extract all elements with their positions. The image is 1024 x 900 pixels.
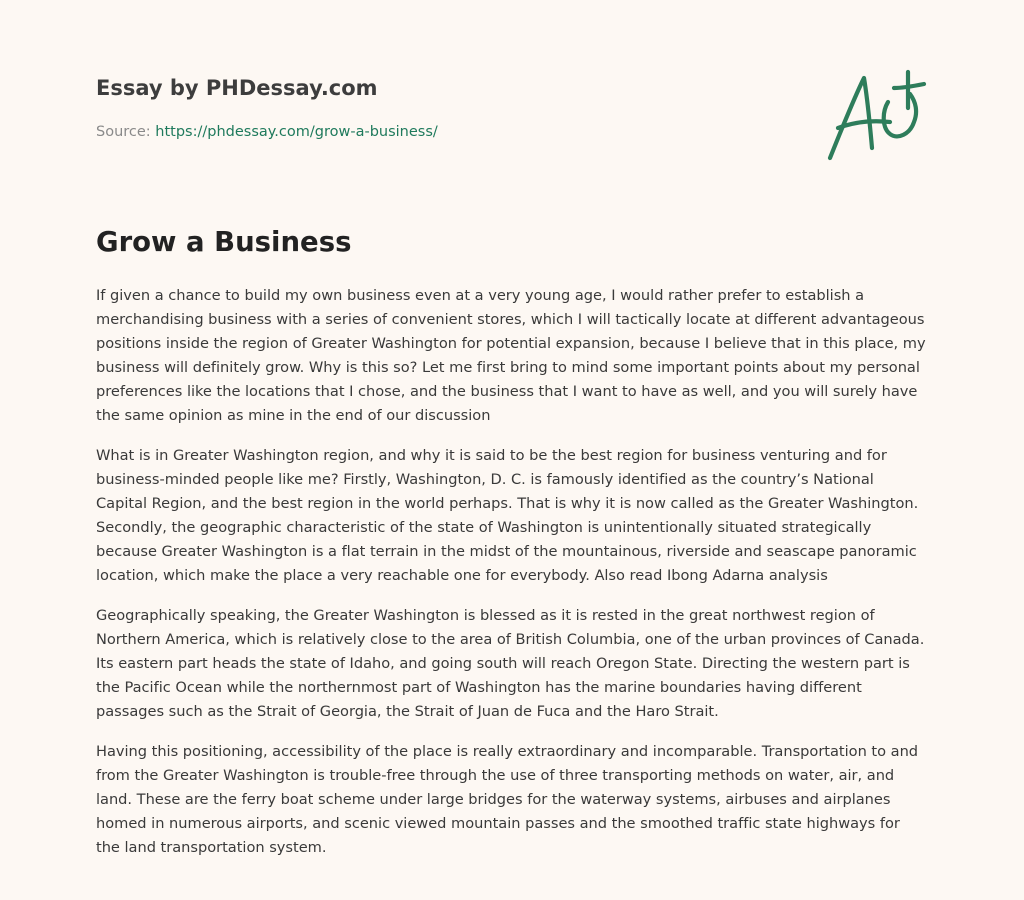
- source-label: Source:: [96, 124, 151, 140]
- essay-paragraph: If given a chance to build my own business even at a very young age, I would rather prefer to establish a merchandising business with a series of convenient stores, which I will tactically locate at different advantageous positions inside the region of Greater Washington for potential expansion, because I believe that in this place, my business will definitely grow. Why is this so? Let me first bring to mind some important points about my personal preferences like the locations that I chose, and the business that I want to have as well, and you will surely have the same opinion as mine in the end of our discussion: [96, 287, 926, 424]
- source-link[interactable]: https://phdessay.com/grow-a-business/: [155, 124, 438, 140]
- essay-body: [96, 284, 928, 876]
- essay-paragraph: What is in Greater Washington region, and why it is said to be the best region for business venturing and for business-minded people like me? Firstly, Washington, D. C. is famously identified as the country’s National Capital Region, and the best region in the world perhaps. That is why it is now called as the Greater Washington. Secondly, the geographic characteristic of the state of Washington is unintentionally situated strategically because Greater Washington is a flat terrain in the midst of the mountainous, riverside and seascape panoramic location, which make the place a very reachable one for everybody. Also read Ibong Adarna analysis: [96, 447, 919, 584]
- essay-paragraph: Geographically speaking, the Greater Washington is blessed as it is rested in the great northwest region of Northern America, which is relatively close to the area of British Columbia, one of the urban provinces of Canada. Its eastern part heads the state of Idaho, and going south will reach Oregon State. Directing the western part is the Pacific Ocean while the northernmost part of Washington has the marine boundaries having different passages such as the Strait of Georgia, the Strait of Juan de Fuca and the Haro Strait.: [96, 607, 925, 720]
- essay-title: Grow a Business: [96, 226, 352, 258]
- site-label: Essay by PHDessay.com: [96, 76, 378, 100]
- source-line: [96, 124, 438, 140]
- a-plus-icon: [824, 68, 928, 164]
- essay-paragraph: Having this positioning, accessibility of the place is really extraordinary and incomparable. Transportation to and from the Greater Washington is trouble-free through the use of three transporting methods on water, air, and land. These are the ferry boat scheme under large bridges for the waterway systems, airbuses and airplanes homed in numerous airports, and scenic viewed mountain passes and the smoothed traffic state highways for the land transportation system.: [96, 743, 919, 856]
